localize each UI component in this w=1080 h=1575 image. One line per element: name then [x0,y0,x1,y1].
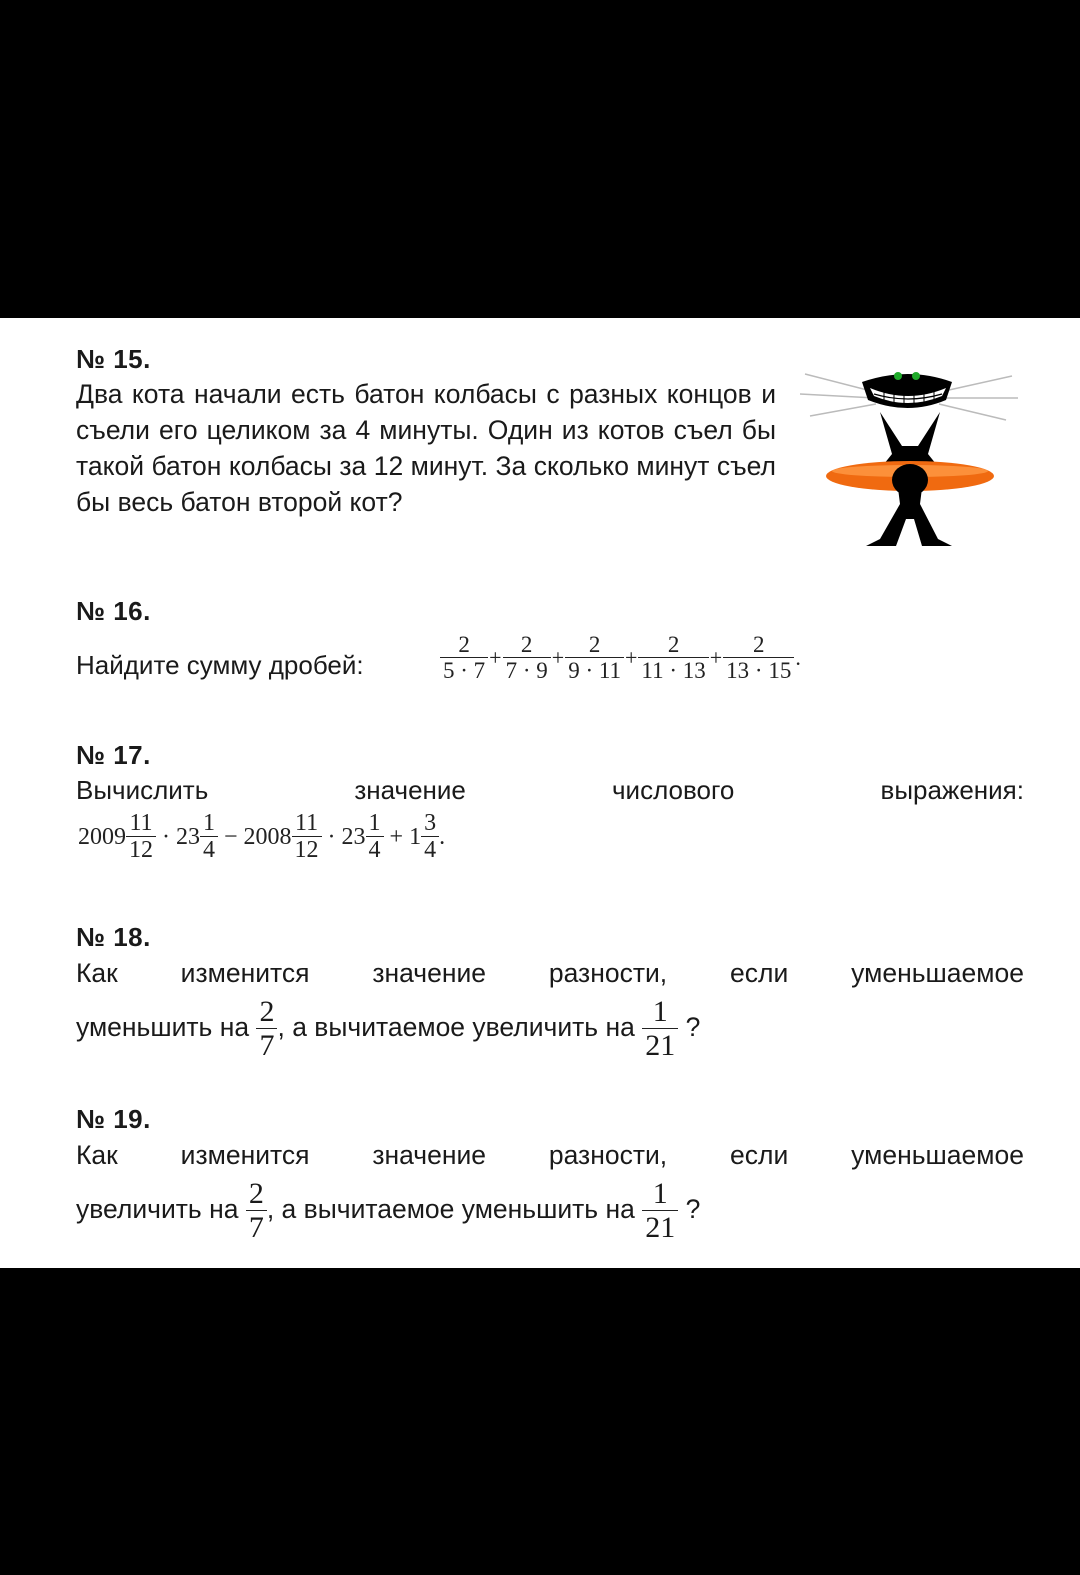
fraction: $\frac{2}{9 \cdot 11}$ [565,633,624,683]
cat-with-sausage-icon [800,354,1020,564]
fraction: $\frac{2}{5 \cdot 7}$ [440,633,488,683]
problem-19-text: Как изменится значение разности, если уменьшаемое [76,1140,1024,1170]
numeric-expression: 2009 $\frac{11}{12}$ · 23 $\frac{1}{4}$ − 2008 $\frac{11}{12}$ · 23 $\frac{1}{4}$ + 1 $\frac{3}{4}$ . [78,810,446,864]
fraction: $\frac{2}{7}$ [256,996,277,1062]
worksheet-page [0,318,1080,1268]
fraction-sum-expression: $\frac{2}{5 \cdot 7}$ + $\frac{2}{7 \cdot 9}$ + $\frac{2}{9 \cdot 11}$ + $\frac{2}{11 \cdot 13}$ + $\frac{2}{13 \cdot 15}$ . [440,633,802,683]
fraction: $\frac{2}{7}$ [246,1178,267,1244]
problem-17-heading: № 17. [76,740,151,770]
problem-18-line2: уменьшить на $\frac{2}{7}$ , а вычитаемое увеличить на $\frac{1}{21}$ ? [76,995,701,1062]
fraction: $\frac{1}{21}$ [642,1178,678,1244]
problem-16-text: Найдите сумму дробей: [76,650,364,680]
problem-16-heading: № 16. [76,596,151,626]
problem-19-line2: увеличить на $\frac{2}{7}$ , а вычитаемое уменьшить на $\frac{1}{21}$ ? [76,1177,701,1244]
problem-19-heading: № 19. [76,1104,151,1134]
problem-18-heading: № 18. [76,922,151,952]
problem-15-heading: № 15. [76,344,151,374]
problem-15-text: Два кота начали есть батон колбасы с разных концов и съели его целиком за 4 минуты. Один из котов съел бы такой батон колбасы за 12 минут. За сколько минут съел бы весь батон второй кот? [76,379,776,517]
fraction: $\frac{2}{13 \cdot 15}$ [723,633,794,683]
problem-17-text: Вычислить значение числового выражения: [76,775,1024,805]
fraction: $\frac{2}{7 \cdot 9}$ [503,633,551,683]
problem-18-text: Как изменится значение разности, если уменьшаемое [76,958,1024,988]
fraction: $\frac{2}{11 \cdot 13}$ [638,633,708,683]
fraction: $\frac{1}{21}$ [642,996,678,1062]
